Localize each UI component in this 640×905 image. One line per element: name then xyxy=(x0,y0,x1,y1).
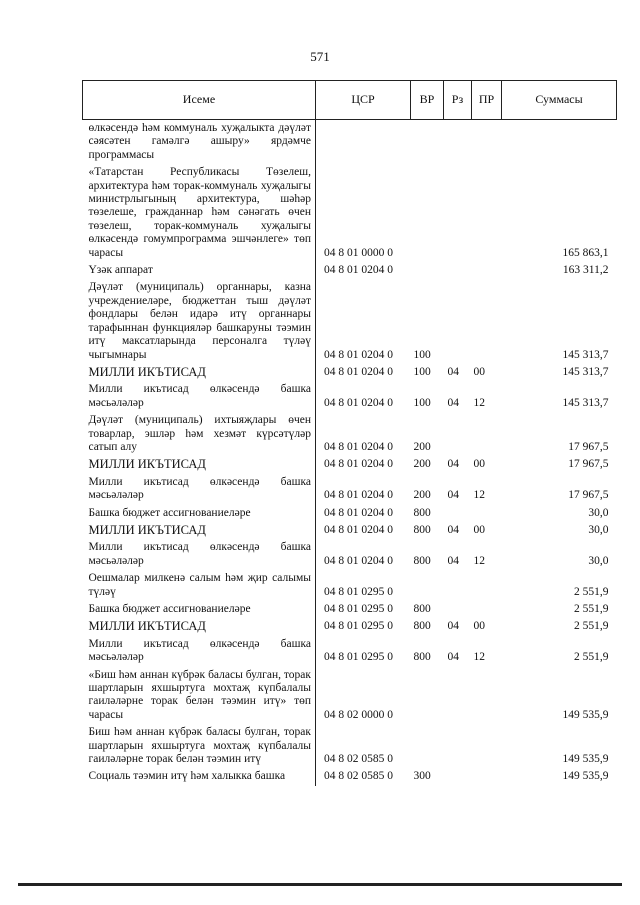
cell-sum: 17 967,5 xyxy=(568,440,609,453)
cell-rz xyxy=(444,570,472,601)
cell-sum: 17 967,5 xyxy=(568,458,609,471)
cell-pr xyxy=(472,412,502,456)
table-row xyxy=(83,120,617,165)
cell-sum: 30,0 xyxy=(588,554,609,567)
cell-sum: 2 551,9 xyxy=(574,585,609,598)
cell-sum: 145 313,7 xyxy=(562,365,609,378)
cell-name: Милли икътисад өлкәсендә башка мәсьәләләр xyxy=(88,637,311,664)
cell-csr xyxy=(316,120,411,165)
cell-pr: 00 xyxy=(473,620,485,633)
cell-vr: 800 xyxy=(413,554,431,567)
cell-csr: 04 8 01 0204 0 xyxy=(316,412,411,456)
cell-name: Оешмалар милкенә салым һәм җир салымы түләү xyxy=(88,572,311,598)
cell-rz xyxy=(444,262,472,279)
cell-sum: 30,0 xyxy=(588,523,609,536)
budget-table xyxy=(82,80,617,786)
cell-rz: 04 xyxy=(447,396,459,409)
table-row xyxy=(83,539,617,570)
cell-csr: 04 8 01 0295 0 xyxy=(316,601,411,618)
cell-pr xyxy=(472,667,502,725)
cell-rz xyxy=(444,724,472,768)
cell-sum: 145 313,7 xyxy=(562,396,609,409)
cell-sum: 17 967,5 xyxy=(568,489,609,502)
table-row xyxy=(83,724,617,768)
cell-vr xyxy=(411,667,444,725)
cell-csr: 04 8 01 0204 0 xyxy=(316,262,411,279)
cell-csr: 04 8 02 0585 0 xyxy=(316,724,411,768)
cell-vr: 200 xyxy=(413,489,431,502)
cell-csr: 04 8 01 0204 0 xyxy=(316,279,411,363)
cell-csr: 04 8 01 0295 0 xyxy=(316,570,411,601)
cell-sum: 149 535,9 xyxy=(562,708,609,721)
cell-pr: 00 xyxy=(473,365,485,378)
cell-rz xyxy=(444,412,472,456)
cell-name: Биш һәм аннан күбрәк баласы булган, торак шартларын яхшыртуга мохтаҗ күпбалалы гаиләләрне торак белән тәэмин итү xyxy=(88,726,311,766)
header-name: Исеме xyxy=(83,81,316,120)
cell-vr: 200 xyxy=(413,440,431,453)
cell-name: Милли икътисад өлкәсендә башка мәсьәләләр xyxy=(88,541,311,567)
cell-vr: 100 xyxy=(413,348,431,361)
cell-vr xyxy=(411,120,444,165)
cell-vr: 100 xyxy=(413,396,431,409)
header-rz: Рз xyxy=(444,81,472,120)
cell-rz: 04 xyxy=(447,620,459,633)
header-vr: ВР xyxy=(411,81,444,120)
table-row xyxy=(83,412,617,456)
table-row xyxy=(83,570,617,601)
cell-rz xyxy=(444,164,472,262)
cell-name: өлкәсендә һәм коммуналь хуҗалыкта дәүләт сәясәтен гамәлгә ашыру» ярдәмче программасы xyxy=(88,122,311,161)
cell-rz: 04 xyxy=(447,554,459,567)
cell-vr xyxy=(411,164,444,262)
cell-vr xyxy=(411,262,444,279)
cell-name: Дәүләт (муниципаль) органнары, казна учреждениеләре, бюджеттан тыш дәүләт фондлары белән идарә итү органнары тарафыннан функцияләр башкаруны тәэмин итү максатларында персоналга түләү чыгымнары xyxy=(88,281,311,361)
cell-csr: 04 8 02 0000 0 xyxy=(316,667,411,725)
cell-name: Дәүләт (муниципаль) ихтыяҗлары өчен товарлар, эшләр һәм хезмәт күрсәтүләр сатып алу xyxy=(88,414,311,453)
cell-vr: 800 xyxy=(413,651,431,664)
cell-csr: 04 8 01 0000 0 xyxy=(316,164,411,262)
table-row xyxy=(83,522,617,539)
cell-pr: 12 xyxy=(473,554,485,567)
cell-sum: 149 535,9 xyxy=(562,770,609,783)
cell-name: «Татарстан Республикасы Төзелеш, архитектура һәм торак-коммуналь хуҗалыгы министрлыгының архитектура, шәһәр төзелеше, гражданнар һәм сәнәгать өчен төзелеш, торак-коммуналь хуҗалыгы өлкәсендә гомумпрограмма эшчәнлеге» төп чарасы xyxy=(88,166,311,259)
table-row xyxy=(83,381,617,412)
cell-name: Милли икътисад өлкәсендә башка мәсьәләләр xyxy=(88,383,311,409)
table-row xyxy=(83,768,617,785)
cell-pr xyxy=(472,768,502,785)
cell-csr: 04 8 01 0295 0 xyxy=(316,618,411,635)
table-row xyxy=(83,456,617,473)
cell-name: Үзәк аппарат xyxy=(88,264,153,277)
table-row xyxy=(83,601,617,618)
page-number: 571 xyxy=(310,49,330,64)
cell-vr: 800 xyxy=(413,620,431,633)
cell-rz: 04 xyxy=(447,651,459,664)
cell-pr xyxy=(472,279,502,363)
cell-pr xyxy=(472,601,502,618)
table-row xyxy=(83,262,617,279)
cell-name: МИЛЛИ ИКЪТИСАД xyxy=(88,457,206,472)
cell-vr: 100 xyxy=(413,365,431,378)
cell-name: Башка бюджет ассигнованиеләре xyxy=(88,506,251,519)
cell-rz xyxy=(444,601,472,618)
table-row xyxy=(83,618,617,635)
cell-sum: 145 313,7 xyxy=(562,348,609,361)
cell-pr: 12 xyxy=(473,651,485,664)
cell-sum: 2 551,9 xyxy=(574,603,609,615)
table-row xyxy=(83,474,617,505)
cell-csr: 04 8 01 0204 0 xyxy=(316,364,411,381)
cell-vr: 800 xyxy=(413,603,431,615)
table-row xyxy=(83,164,617,262)
cell-sum: 163 311,2 xyxy=(562,264,609,277)
cell-pr xyxy=(472,505,502,522)
cell-pr xyxy=(472,262,502,279)
cell-name: МИЛЛИ ИКЪТИСАД xyxy=(88,364,206,379)
cell-rz: 04 xyxy=(447,523,459,536)
cell-rz xyxy=(444,667,472,725)
table-row xyxy=(83,667,617,725)
bottom-rule xyxy=(18,883,622,886)
cell-pr xyxy=(472,570,502,601)
cell-pr xyxy=(472,724,502,768)
cell-csr: 04 8 01 0204 0 xyxy=(316,474,411,505)
table-header xyxy=(83,81,617,120)
cell-vr xyxy=(411,570,444,601)
cell-rz: 04 xyxy=(447,458,459,471)
table-row xyxy=(83,505,617,522)
cell-sum: 30,0 xyxy=(588,506,609,519)
cell-vr: 800 xyxy=(413,523,431,536)
cell-vr: 300 xyxy=(413,770,431,783)
cell-csr: 04 8 01 0204 0 xyxy=(316,522,411,539)
cell-pr: 12 xyxy=(473,396,485,409)
cell-name: Башка бюджет ассигнованиеләре xyxy=(88,603,251,615)
cell-pr: 12 xyxy=(473,489,485,502)
cell-rz xyxy=(444,768,472,785)
cell-vr: 800 xyxy=(413,506,431,519)
cell-name: «Биш һәм аннан күбрәк баласы булган, торак шартларын яхшыртуга мохтаҗ күпбалалы гаиләләрне торак белән тәэмин итү» төп чарасы xyxy=(88,668,311,721)
cell-pr: 00 xyxy=(473,523,485,536)
cell-name: Милли икътисад өлкәсендә башка мәсьәләләр xyxy=(88,475,311,502)
cell-sum: 2 551,9 xyxy=(574,651,609,664)
table-body xyxy=(83,120,617,786)
cell-pr xyxy=(472,120,502,165)
cell-sum: 2 551,9 xyxy=(574,620,609,633)
cell-name: МИЛЛИ ИКЪТИСАД xyxy=(88,619,206,634)
cell-sum xyxy=(502,120,617,165)
table-row xyxy=(83,364,617,381)
cell-sum: 165 863,1 xyxy=(562,246,609,259)
cell-csr: 04 8 01 0204 0 xyxy=(316,539,411,570)
cell-rz xyxy=(444,505,472,522)
cell-csr: 04 8 01 0204 0 xyxy=(316,381,411,412)
cell-rz xyxy=(444,279,472,363)
header-pr: ПР xyxy=(472,81,502,120)
header-sum: Суммасы xyxy=(502,81,617,120)
cell-csr: 04 8 01 0204 0 xyxy=(316,505,411,522)
cell-csr: 04 8 01 0204 0 xyxy=(316,456,411,473)
cell-csr: 04 8 02 0585 0 xyxy=(316,768,411,785)
table-row xyxy=(83,636,617,667)
cell-name: Социаль тәэмин итү һәм халыкка башка xyxy=(88,770,286,783)
cell-rz: 04 xyxy=(447,489,459,502)
cell-pr xyxy=(472,164,502,262)
table-row xyxy=(83,279,617,363)
cell-name: МИЛЛИ ИКЪТИСАД xyxy=(88,522,206,537)
header-csr: ЦСР xyxy=(316,81,411,120)
cell-pr: 00 xyxy=(473,458,485,471)
cell-vr: 200 xyxy=(413,458,431,471)
cell-rz: 04 xyxy=(447,365,459,378)
cell-vr xyxy=(411,724,444,768)
cell-rz xyxy=(444,120,472,165)
cell-csr: 04 8 01 0295 0 xyxy=(316,636,411,667)
cell-sum: 149 535,9 xyxy=(562,753,609,766)
